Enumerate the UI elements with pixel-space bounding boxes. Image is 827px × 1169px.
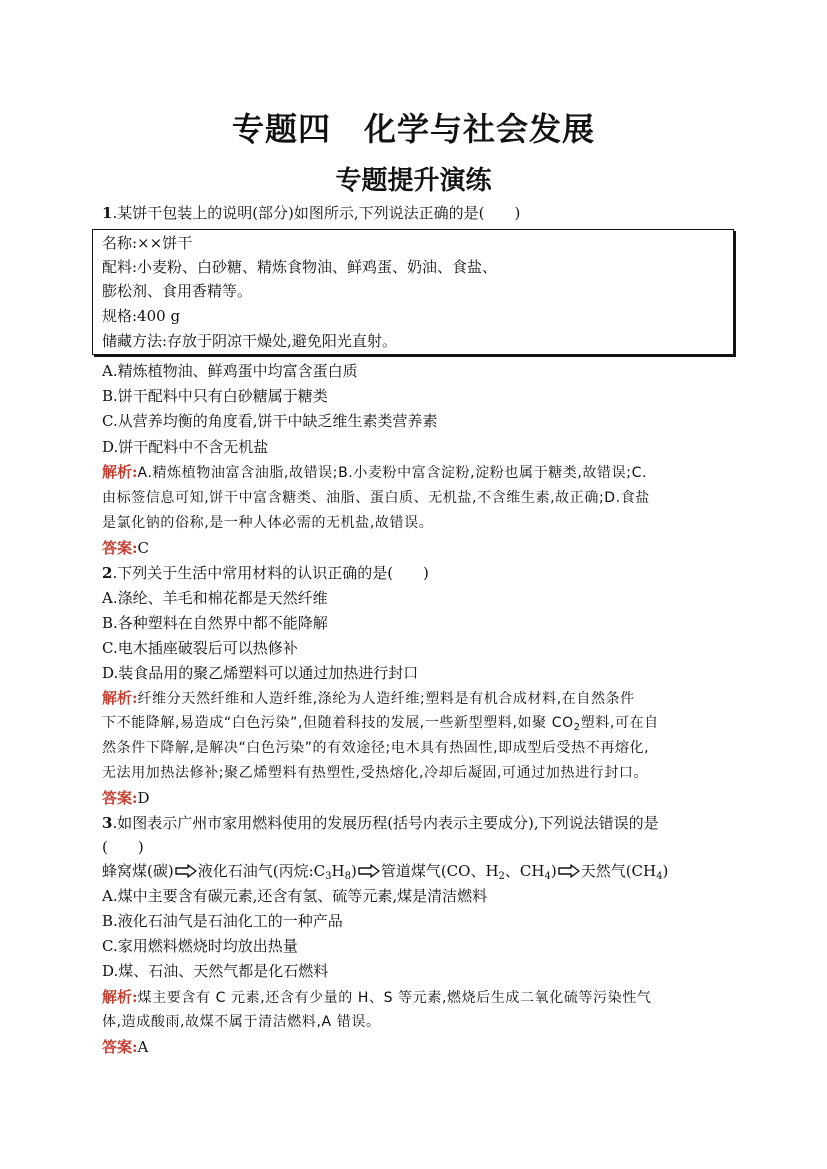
- explanation-line-2: 由标签信息可知,饼干中富含糖类、油脂、蛋白质、无机盐,不含维生素,故正确;D.食盐: [102, 490, 650, 506]
- explanation-line-1: 解析:A.精炼植物油富含油脂,故错误;B.小麦粉中富含淀粉,淀粉也属于糖类,故错误;C.: [102, 463, 647, 481]
- question-3-stem-blank: ( ): [102, 838, 144, 856]
- arrow-right-icon: [358, 864, 380, 878]
- option-b: B.饼干配料中只有白砂糖属于糖类: [102, 387, 328, 405]
- product-label-box: [92, 229, 734, 355]
- explanation-line-1: 解析:纤维分天然纤维和人造纤维,涤纶为人造纤维;塑料是有机合成材料,在自然条件: [102, 689, 635, 707]
- option-c: C.家用燃料燃烧时均放出热量: [102, 937, 298, 955]
- explanation-line-1: 解析:煤主要含有 C 元素,还含有少量的 H、S 等元素,燃烧后生成二氧化硫等污染性气: [102, 988, 652, 1006]
- question-text: .某饼干包装上的说明(部分)如图所示,下列说法正确的是( ): [112, 204, 521, 222]
- question-text: .下列关于生活中常用材料的认识正确的是( ): [112, 564, 429, 582]
- option-a: A.涤纶、羊毛和棉花都是天然纤维: [102, 589, 328, 607]
- answer-label: 答案:: [102, 789, 138, 807]
- explanation-line-2: 体,造成酸雨,故煤不属于清洁燃料,A 错误。: [102, 1014, 381, 1030]
- fuel-stage-4: 天然气$(CH_4)$: [580, 862, 669, 882]
- explanation-label: 解析:: [102, 689, 138, 707]
- question-2-stem: [102, 563, 429, 583]
- arrow-right-icon: [558, 864, 580, 878]
- fuel-stage-2: 液化石油气(丙烷$:C_3H_8$): [197, 862, 357, 882]
- option-a: A.煤中主要含有碳元素,还含有氢、硫等元素,煤是清洁燃料: [102, 887, 488, 905]
- fuel-history-chain: [102, 861, 668, 881]
- label-spec: 规格:400 g: [102, 307, 181, 325]
- fuel-stage-3: 管道煤气(CO、$H_2$、$CH_4$): [380, 862, 557, 882]
- explanation-label: 解析:: [102, 463, 138, 481]
- answer-value: A: [137, 1038, 149, 1056]
- option-c: C.从营养均衡的角度看,饼干中缺乏维生素类营养素: [102, 412, 438, 430]
- answer-value: D: [137, 789, 150, 807]
- page-title: 专题四 化学与社会发展: [231, 110, 595, 148]
- explanation-line-3: 是氯化钠的俗称,是一种人体必需的无机盐,故错误。: [102, 515, 434, 531]
- option-b: B.各种塑料在自然界中都不能降解: [102, 614, 328, 632]
- arrow-right-icon: [175, 864, 197, 878]
- option-d: D.煤、石油、天然气都是化石燃料: [102, 962, 329, 980]
- option-c: C.电木插座破裂后可以热修补: [102, 639, 298, 657]
- explanation-line-3: 然条件下降解,是解决“白色污染”的有效途径;电木具有热固性,即成型后受热不再熔化,: [102, 740, 650, 756]
- question-1-stem: [102, 203, 520, 223]
- question-number: 3: [102, 814, 113, 832]
- label-storage: 储藏方法:存放于阴凉干燥处,避免阳光直射。: [102, 332, 397, 350]
- answer-label: 答案:: [102, 539, 138, 557]
- option-b: B.液化石油气是石油化工的一种产品: [102, 912, 343, 930]
- fuel-stage-1: 蜂窝煤(碳): [102, 862, 174, 880]
- explanation-label: 解析:: [102, 988, 138, 1006]
- question-text: .如图表示广州市家用燃料使用的发展历程(括号内表示主要成分),下列说法错误的是: [112, 814, 659, 832]
- answer-value: C: [137, 539, 150, 557]
- question-3-stem: [102, 813, 659, 833]
- explanation-line-4: 无法用加热法修补;聚乙烯塑料有热塑性,受热熔化,冷却后凝固,可通过加热进行封口。: [102, 765, 649, 781]
- explanation-line-2: 下不能降解,易造成“白色污染”,但随着科技的发展,一些新型塑料,如聚 $CO_2$塑料,可在自: [102, 715, 659, 733]
- option-a: A.精炼植物油、鲜鸡蛋中均富含蛋白质: [102, 362, 358, 380]
- answer-line: [102, 538, 149, 558]
- answer-label: 答案:: [102, 1038, 138, 1056]
- option-d: D.饼干配料中不含无机盐: [102, 438, 269, 456]
- label-ingredients-line-1: 配料:小麦粉、白砂糖、精炼食物油、鲜鸡蛋、奶油、食盐、: [102, 258, 498, 276]
- question-number: 2: [102, 564, 113, 582]
- page-subtitle: 专题提升演练: [335, 166, 492, 196]
- question-number: 1: [102, 204, 113, 222]
- label-name: 名称:××饼干: [102, 234, 193, 252]
- answer-line: [102, 788, 150, 808]
- option-d: D.装食品用的聚乙烯塑料可以通过加热进行封口: [102, 664, 419, 682]
- answer-line: [102, 1037, 148, 1057]
- label-ingredients-line-2: 膨松剂、食用香精等。: [102, 282, 253, 300]
